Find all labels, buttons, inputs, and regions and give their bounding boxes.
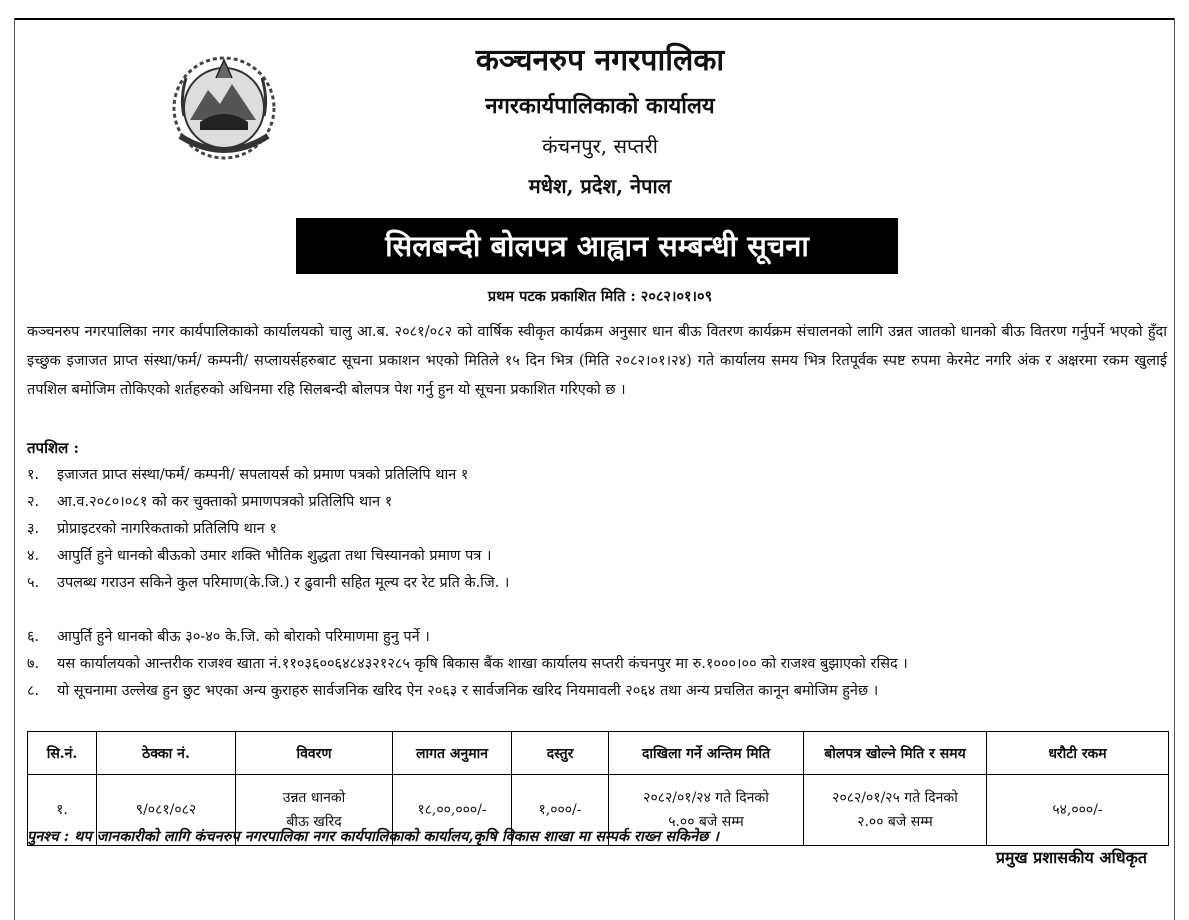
province-line: मधेश, प्रदेश, नेपाल — [528, 174, 672, 198]
table-header-row — [28, 732, 1169, 775]
conditions-heading: तपशिल : — [27, 439, 80, 457]
top-border — [14, 18, 1175, 20]
condition-item: २. आ.व.२०८०।०८१ को कर चुक्ताको प्रमाणपत्रको प्रतिलिपि थान १ — [27, 494, 393, 510]
cell-sn: १. — [28, 775, 97, 846]
condition-item: ६. आपुर्ति हुने धानको बीऊ ३०-४० के.जि. को बोराको परिमाणमा हुनु पर्ने । — [27, 629, 430, 645]
cell-deposit: ५४,०००/- — [987, 775, 1169, 846]
col-description: विवरण — [236, 732, 393, 775]
condition-item: १. इजाजत प्राप्त संस्था/फर्म/ कम्पनी/ सपलायर्स को प्रमाण पत्रको प्रतिलिपि थान १ — [27, 467, 469, 483]
publish-date: प्रथम पटक प्रकाशित मिति : २०८२।०१।०९ — [487, 288, 713, 305]
cell-deadline: २०८२/०१/२४ गते दिनको ५.०० बजे सम्म — [609, 775, 804, 846]
cell-opening: २०८२/०१/२५ गते दिनको २.०० बजे सम्म — [804, 775, 987, 846]
condition-item: ३. प्रोप्राइटरको नागरिकताको प्रतिलिपि थान १ — [27, 521, 277, 537]
footnote: पुनश्च : थप जानकारीको लागि कंचनरुप नगरपालिका नगर कार्यपालिकाको कार्यालय,कृषि विकास शाखा मा सम्पर्क राख्न सकिनेछ । — [27, 828, 719, 845]
municipality-name: कञ्चनरुप नगरपालिका — [475, 43, 725, 78]
col-contract-no: ठेक्का नं. — [97, 732, 236, 775]
location-line: कंचनपुर, सप्तरी — [542, 134, 658, 158]
col-opening: बोलपत्र खोल्ने मिति र समय — [804, 732, 987, 775]
condition-item: ८. यो सूचनामा उल्लेख हुन छुट भएका अन्य कुराहरु सार्वजनिक खरिद ऐन २०६३ र सार्वजनिक खरिद नियमावली २०६४ तथा अन्य प्रचलित कानून बमोजिम हुनेछ । — [27, 683, 879, 699]
left-border — [14, 18, 15, 920]
cell-description: उन्नत धानको बीऊ खरिद — [236, 775, 393, 846]
nepal-government-emblem-icon — [160, 38, 288, 168]
col-estimate: लागत अनुमान — [393, 732, 512, 775]
condition-item: ४. आपुर्ति हुने धानको बीऊको उमार शक्ति भौतिक शुद्धता तथा चिस्यानको प्रमाण पत्र । — [27, 548, 492, 564]
signature-title: प्रमुख प्रशासकीय अधिकृत — [995, 848, 1147, 867]
notice-title: सिलबन्दी बोलपत्र आह्वान सम्बन्धी सूचना — [296, 218, 898, 274]
notice-body: कञ्चनरुप नगरपालिका नगर कार्यपालिकाको कार्यालयको चालु आ.ब. २०८१/०८२ को वार्षिक स्वीकृत कार्यक्रम अनुसार धान बीऊ वितरण कार्यक्रम संचालनको लागि उन्नत जातको धानको बीऊ वितरण गर्नुपर्ने भएको हुँदा इच्छुक इजाजत प्राप्त संस्था/फर्म/ कम्पनी/ सप्लायर्सहरुबाट सूचना प्रकाशन भएको मितिले १५ दिन भित्र (मिति २०८२।०१।२४) गते कार्यालय समय भित्र रितपूर्वक स्पष्ट रुपमा केरमेट नगरि अंक र अक्षरमा रकम खुलाई तपशिल बमोजिम तोकिएको शर्तहरुको अधिनमा रहि सिलबन्दी बोलपत्र पेश गर्नु हुन यो सूचना प्रकाशित गरिएको छ । — [27, 324, 1167, 398]
col-deposit: धरौटी रकम — [987, 732, 1169, 775]
cell-fee: १,०००/- — [512, 775, 609, 846]
office-name: नगरकार्यपालिकाको कार्यालय — [485, 93, 715, 119]
condition-item: ५. उपलब्ध गराउन सकिने कुल परिमाण(के.जि.) र ढुवानी सहित मूल्य दर रेट प्रति के.जि. । — [27, 575, 510, 591]
cell-contract-no: ९/०८१/०८२ — [97, 775, 236, 846]
col-fee: दस्तुर — [512, 732, 609, 775]
condition-item: ७. यस कार्यालयको आन्तरीक राजश्व खाता नं.११०३६००६४८४३२१२८५ कृषि बिकास बैंक शाखा कार्यालय सप्तरी कंचनपुर मा रु.१०००।०० को राजश्व बुझाएको रसिद । — [27, 656, 908, 672]
cell-estimate: १८,००,०००/- — [393, 775, 512, 846]
col-deadline: दाखिला गर्ने अन्तिम मिति — [609, 732, 804, 775]
col-sn: सि.नं. — [28, 732, 97, 775]
